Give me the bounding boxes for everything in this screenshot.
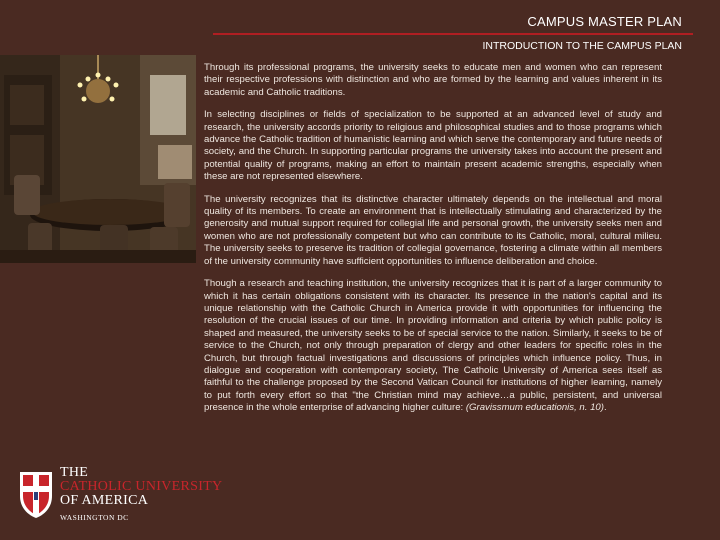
- paragraph-4-text: Though a research and teaching institution, the university recognizes that it is part of a larger community to which it has certain obligations consistent with its character. Its presence in the nation's capital and its unique relationship with the Catholic Church in America provide it with opportunities for influencing the resolution of the crucial issues of our time. In providing information and criteria by which public policy is shaped and measured, the university seeks to be of special service to the nation. Similarly, it seeks to be of service to the Church, not only through preparation of clergy and other leaders for specific roles in the Church, but through factual investigations and discussions of principles which influence policy. Thus, in dialogue and cooperation with contemporary society, The Catholic University of America sees itself as faithful to the challenge proposed by the Second Vatican Council for institutions of higher learning, namely to put forth every effort so that "the Christian mind may achieve…a public, persistent, and universal presence in the whole enterprise of advancing higher culture:: [204, 278, 662, 414]
- logo-line-of-america: OF AMERICA: [60, 493, 149, 508]
- university-logo: [18, 465, 228, 532]
- page-subtitle: INTRODUCTION TO THE CAMPUS PLAN: [482, 40, 682, 52]
- logo-line-the: THE: [60, 465, 89, 480]
- university-seal-icon: [18, 470, 54, 520]
- interior-photo-illustration: [0, 55, 196, 263]
- paragraph-3: The university recognizes that its distinctive character ultimately depends on the intellectual and moral quality of its members. To create an environment that is intellectually stimulating and characterized by the generosity and mutual support required for collegial life and personal growth, the university seeks men and women who are not professionally competent but who can contribute to its Catholic, moral, cultural milieu. The university seeks to preserve its tradition of collegial governance, fostering a climate within all members of the university community have sufficient opportunities to influence deliberation and choice.: [204, 193, 662, 267]
- paragraph-4-citation: (Gravissmum educationis, n. 10): [465, 402, 604, 414]
- header-rule: [213, 33, 693, 35]
- paragraph-4: [204, 278, 662, 414]
- logo-line-catholic-university: CATHOLIC UNIVERSITY: [60, 479, 223, 494]
- logo-city: WASHINGTON DC: [60, 513, 129, 522]
- intro-text: [204, 62, 662, 425]
- paragraph-1: Through its professional programs, the university seeks to educate men and women who can represent their respective professions with distinction and who are formed by the learning and values inherent in its academic and Catholic traditions.: [204, 62, 662, 98]
- interior-photo: [0, 55, 196, 263]
- paragraph-2: In selecting disciplines or fields of specialization to be supported at an advanced level of study and research, the university accords priority to religious and philosophical studies and to those programs which advance the Catholic tradition of humanistic learning and which serve the contemporary and future needs of society, and the Church. In supporting particular programs the university takes into account the present and potential quality of programs, making an effort to maintain present academic strengths, especially when these are not represented elsewhere.: [204, 109, 662, 183]
- page-header-title: CAMPUS MASTER PLAN: [527, 14, 682, 29]
- paragraph-4-end: .: [603, 402, 607, 414]
